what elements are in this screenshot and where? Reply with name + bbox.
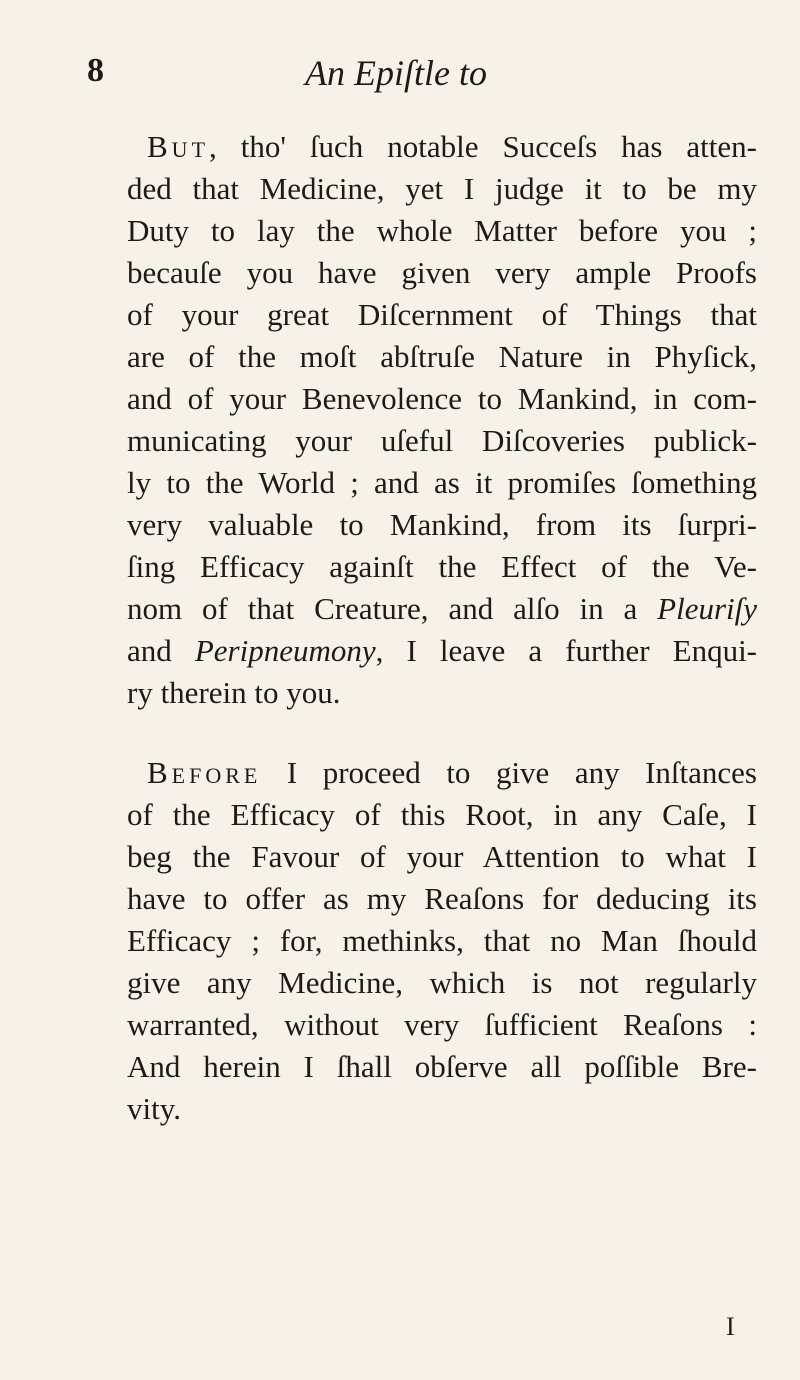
catchword: I [726, 1312, 735, 1341]
text-line: warranted, without very ſufficient Reaſons : [127, 1007, 757, 1042]
text-line: are of the moſt abſtruſe Nature in Phyſick, [127, 339, 757, 374]
text-line: beg the Favour of your Attention to what I [127, 839, 757, 874]
line-text: I proceed to give any Inſtances [261, 755, 757, 790]
text-line: ry therein to you. [127, 675, 341, 710]
text-line [127, 752, 757, 794]
text-line: Duty to lay the whole Matter before you ; [127, 213, 757, 248]
text-line: of the Efficacy of this Root, in any Caſe, I [127, 797, 757, 832]
text-line: ly to the World ; and as it promiſes ſomething [127, 465, 757, 500]
lead-word: Before [147, 755, 262, 790]
text-line: ſing Efficacy againſt the Effect of the Ve- [127, 549, 757, 584]
lead-word: But [147, 129, 210, 164]
text-line: very valuable to Mankind, from its ſurpri- [127, 507, 757, 542]
page-number: 8 [87, 52, 104, 89]
italic-term: Peripneumony [194, 633, 376, 668]
text-line: have to offer as my Reaſons for deducing its [127, 881, 757, 916]
line-text: , I leave a further Enqui- [375, 633, 757, 668]
running-head: An Epiſtle to [305, 53, 487, 93]
line-text: , tho' ſuch notable Succeſs has atten- [209, 129, 757, 164]
text-line: municating your uſeful Diſcoveries publick- [127, 423, 757, 458]
text-line: ded that Medicine, yet I judge it to be my [127, 171, 757, 206]
text-line: and of your Benevolence to Mankind, in com- [127, 381, 757, 416]
text-line [127, 126, 757, 168]
text-line: give any Medicine, which is not regularly [127, 965, 757, 1000]
page-header [0, 52, 800, 102]
paragraph-gap [127, 714, 757, 752]
italic-term: Pleuriſy [657, 591, 757, 626]
line-text: nom of that Creature, and alſo in a [127, 591, 658, 626]
text-line [127, 630, 757, 672]
text-line: Efficacy ; for, methinks, that no Man ſhould [127, 923, 757, 958]
text-line: And herein I ſhall obſerve all poſſible Bre- [127, 1049, 757, 1084]
text-line: becauſe you have given very ample Proofs [127, 255, 757, 290]
body-text [127, 126, 757, 1130]
line-text: and [127, 633, 195, 668]
text-line: vity. [127, 1091, 181, 1126]
text-line: of your great Diſcernment of Things that [127, 297, 757, 332]
text-line [127, 588, 757, 630]
